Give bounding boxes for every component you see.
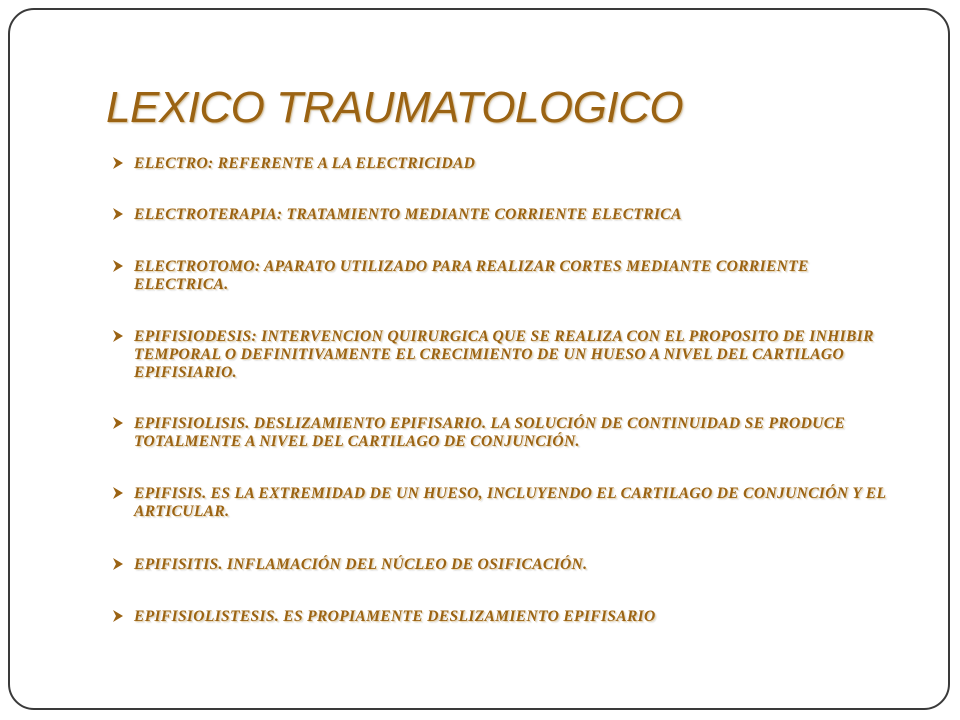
- arrowhead-bullet-icon: [110, 258, 134, 278]
- list-item: [110, 206, 900, 226]
- arrowhead-bullet-icon: [110, 155, 134, 175]
- list-item: [110, 258, 900, 294]
- bullet-text: EPIFISIOLISTESIS. ES PROPIAMENTE DESLIZAMIENTO EPIFISARIO: [134, 608, 656, 625]
- arrowhead-bullet-icon: [110, 485, 134, 505]
- bullet-text: ELECTROTERAPIA: TRATAMIENTO MEDIANTE CORRIENTE ELECTRICA: [134, 206, 682, 223]
- list-item: [110, 485, 900, 521]
- arrowhead-bullet-icon: [110, 328, 134, 348]
- list-item: [110, 608, 900, 628]
- bullet-text: EPIFISIOLISIS. DESLIZAMIENTO EPIFISARIO. LA SOLUCIÓN DE CONTINUIDAD SE PRODUCE TOTALMENTE A NIVEL DEL CARTILAGO DE CONJUNCIÓN.: [134, 415, 846, 450]
- list-item: [110, 328, 900, 382]
- arrowhead-bullet-icon: [110, 608, 134, 628]
- arrowhead-bullet-icon: [110, 206, 134, 226]
- list-item: [110, 155, 900, 175]
- bullet-text: EPIFISIODESIS: INTERVENCION QUIRURGICA QUE SE REALIZA CON EL PROPOSITO DE INHIBIR TEMPORAL O DEFINITIVAMENTE EL CRECIMIENTO DE UN HUESO A NIVEL DEL CARTILAGO EPIFISIARIO.: [134, 328, 874, 381]
- list-item: [110, 415, 900, 451]
- bullet-text: ELECTRO: REFERENTE A LA ELECTRICIDAD: [134, 155, 476, 172]
- list-item: [110, 556, 900, 576]
- arrowhead-bullet-icon: [110, 556, 134, 576]
- slide-title: LEXICO TRAUMATOLOGICO: [106, 83, 684, 132]
- arrowhead-bullet-icon: [110, 415, 134, 435]
- bullet-text: EPIFISITIS. INFLAMACIÓN DEL NÚCLEO DE OSIFICACIÓN.: [134, 556, 588, 573]
- bullet-text: ELECTROTOMO: APARATO UTILIZADO PARA REALIZAR CORTES MEDIANTE CORRIENTE ELECTRICA.: [134, 258, 809, 293]
- bullet-text: EPIFISIS. ES LA EXTREMIDAD DE UN HUESO, INCLUYENDO EL CARTILAGO DE CONJUNCIÓN Y EL ARTICULAR.: [134, 485, 886, 520]
